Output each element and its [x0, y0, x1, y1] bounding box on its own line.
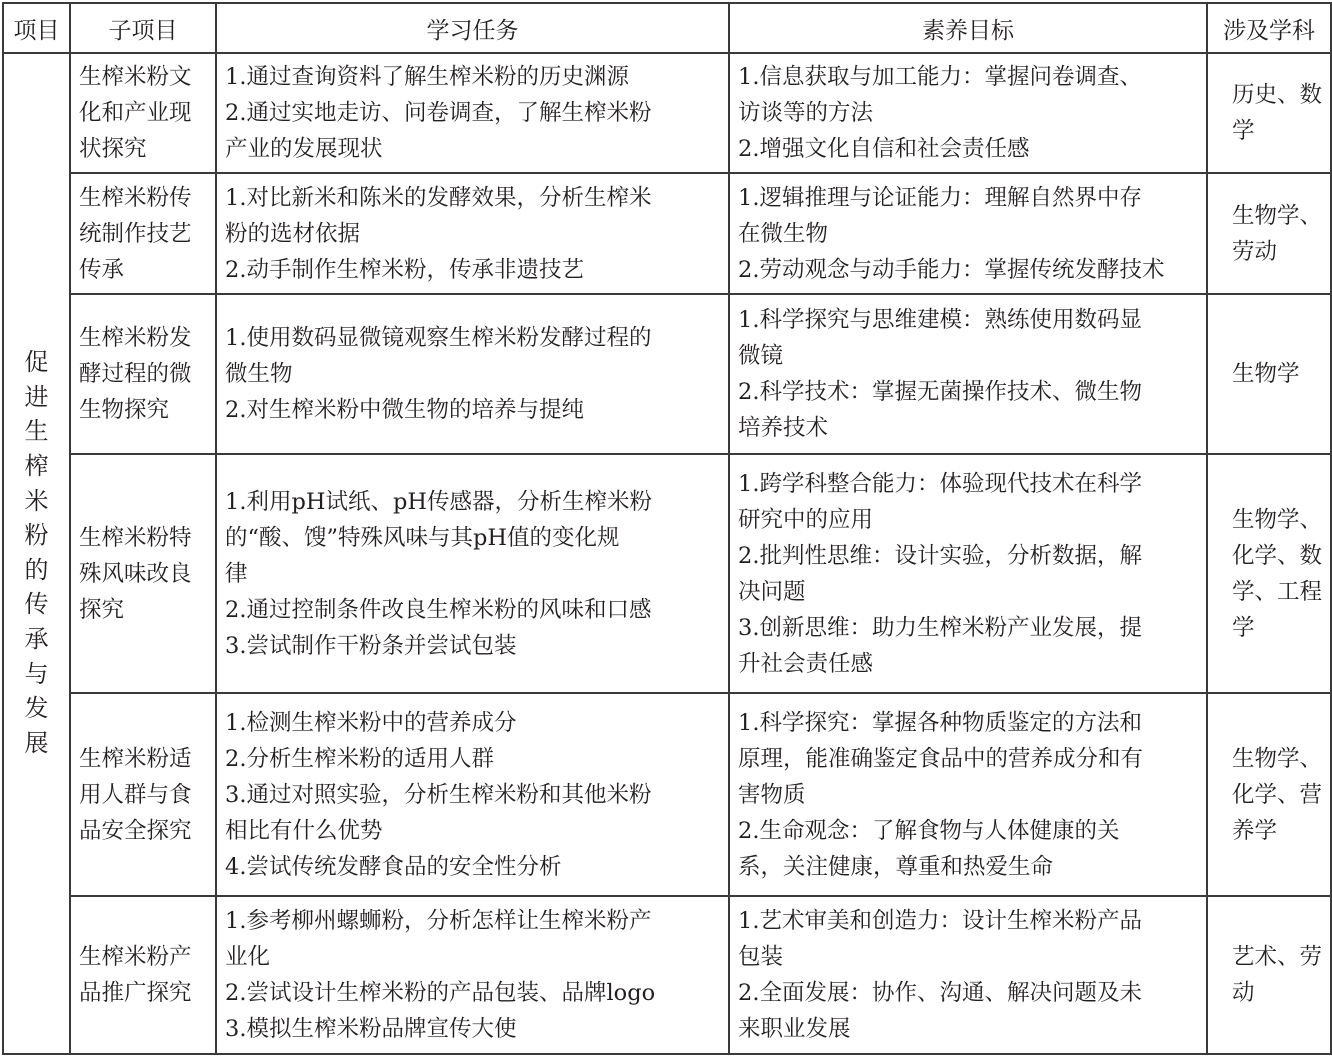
goal-line: 2.增强文化自信和社会责任感 [738, 136, 1030, 162]
task-line: 3.尝试制作干粉条并尝试包装 [225, 632, 517, 659]
goal-line: 1.跨学科整合能力：体验现代技术在科学 [738, 470, 1142, 497]
goals-cell [729, 454, 1207, 693]
subproject-cell: 生榨米粉传统制作技艺传承 [70, 173, 216, 294]
header-subjects: 涉及学科 [1207, 3, 1331, 53]
table-row [3, 896, 1331, 1054]
task-line: 律 [225, 560, 248, 587]
task-line: 相比有什么优势 [225, 817, 383, 844]
goal-line: 包装 [738, 944, 784, 970]
goal-line: 2.生命观念：了解食物与人体健康的关 [738, 817, 1120, 844]
task-line: 1.使用数码显微镜观察生榨米粉发酵过程的 [225, 325, 652, 351]
table-row [3, 454, 1331, 693]
table-row [3, 53, 1331, 173]
subjects-cell: 生物学、化学、营养学 [1207, 693, 1331, 896]
task-line: 2.动手制作生榨米粉，传承非遗技艺 [225, 256, 584, 283]
goals-cell [729, 896, 1207, 1054]
goals-cell [729, 173, 1207, 294]
subproject-cell: 生榨米粉适用人群与食品安全探究 [70, 693, 216, 896]
task-line: 业化 [225, 944, 271, 970]
task-line: 1.通过查询资料了解生榨米粉的历史渊源 [225, 64, 629, 90]
header-project: 项目 [3, 3, 70, 53]
subjects-cell: 生物学、化学、数学、工程学 [1207, 454, 1331, 693]
header-subproject: 子项目 [70, 3, 216, 53]
goal-line: 微镜 [738, 343, 784, 369]
table-row [3, 693, 1331, 896]
table-row [3, 173, 1331, 294]
goal-line: 在微生物 [738, 220, 829, 247]
task-line: 2.对生榨米粉中微生物的培养与提纯 [225, 397, 584, 423]
goal-line: 1.科学探究：掌握各种物质鉴定的方法和 [738, 709, 1142, 736]
goals-cell [729, 294, 1207, 454]
subproject-cell: 生榨米粉产品推广探究 [70, 896, 216, 1054]
task-line: 2.分析生榨米粉的适用人群 [225, 745, 494, 772]
goal-line: 来职业发展 [738, 1016, 851, 1042]
task-line: 产业的发展现状 [225, 136, 383, 162]
project-cell [3, 53, 70, 1054]
table-row [3, 294, 1331, 454]
goal-line: 原理，能准确鉴定食品中的营养成分和有 [738, 745, 1144, 772]
goal-line: 2.劳动观念与动手能力：掌握传统发酵技术 [738, 256, 1165, 283]
goal-line: 1.艺术审美和创造力：设计生榨米粉产品 [738, 908, 1142, 934]
goal-line: 系，关注健康，尊重和热爱生命 [738, 853, 1054, 880]
goal-line: 2.批判性思维：设计实验，分析数据，解 [738, 542, 1142, 569]
goal-line: 1.逻辑推理与论证能力：理解自然界中存 [738, 184, 1142, 211]
goal-line: 害物质 [738, 781, 806, 808]
goal-line: 1.科学探究与思维建模：熟练使用数码显 [738, 307, 1142, 333]
task-line: 的“酸、馊”特殊风味与其pH值的变化规 [225, 524, 620, 551]
goal-line: 访谈等的方法 [738, 100, 874, 126]
subproject-cell: 生榨米粉发酵过程的微生物探究 [70, 294, 216, 454]
task-line: 3.通过对照实验，分析生榨米粉和其他米粉 [225, 781, 652, 808]
task-line: 粉的选材依据 [225, 220, 361, 247]
subjects-cell: 历史、数学 [1207, 53, 1331, 173]
task-line: 4.尝试传统发酵食品的安全性分析 [225, 853, 562, 880]
subproject-cell: 生榨米粉文化和产业现状探究 [70, 53, 216, 173]
tasks-cell [216, 173, 729, 294]
task-line: 1.利用pH试纸、pH传感器，分析生榨米粉 [225, 488, 653, 515]
header-tasks: 学习任务 [216, 3, 729, 53]
tasks-cell [216, 53, 729, 173]
goal-line: 3.创新思维：助力生榨米粉产业发展，提 [738, 614, 1142, 641]
task-line: 1.检测生榨米粉中的营养成分 [225, 709, 517, 736]
task-line: 2.通过实地走访、问卷调查，了解生榨米粉 [225, 100, 652, 126]
goal-line: 1.信息获取与加工能力：掌握问卷调查、 [738, 64, 1142, 90]
project-name: 促进生榨米粉的传承与发展 [24, 348, 49, 757]
task-line: 2.尝试设计生榨米粉的产品包装、品牌logo [225, 980, 656, 1006]
goal-line: 2.全面发展：协作、沟通、解决问题及未 [738, 980, 1142, 1006]
goals-cell [729, 53, 1207, 173]
goal-line: 决问题 [738, 578, 806, 605]
tasks-cell [216, 294, 729, 454]
goals-cell [729, 693, 1207, 896]
subjects-cell: 生物学、劳动 [1207, 173, 1331, 294]
goal-line: 升社会责任感 [738, 650, 874, 677]
goal-line: 2.科学技术：掌握无菌操作技术、微生物 [738, 379, 1142, 405]
goal-line: 研究中的应用 [738, 506, 874, 533]
subjects-cell: 生物学 [1207, 294, 1331, 454]
tasks-cell [216, 693, 729, 896]
task-line: 3.模拟生榨米粉品牌宣传大使 [225, 1016, 517, 1042]
task-line: 2.通过控制条件改良生榨米粉的风味和口感 [225, 596, 652, 623]
goal-line: 培养技术 [738, 415, 829, 441]
header-row [3, 3, 1331, 53]
tasks-cell [216, 454, 729, 693]
task-line: 1.对比新米和陈米的发酵效果，分析生榨米 [225, 184, 652, 211]
project-table [2, 2, 1332, 1055]
tasks-cell [216, 896, 729, 1054]
subproject-cell: 生榨米粉特殊风味改良探究 [70, 454, 216, 693]
header-goals: 素养目标 [729, 3, 1207, 53]
subjects-cell: 艺术、劳动 [1207, 896, 1331, 1054]
task-line: 微生物 [225, 361, 293, 387]
task-line: 1.参考柳州螺蛳粉，分析怎样让生榨米粉产 [225, 908, 652, 934]
